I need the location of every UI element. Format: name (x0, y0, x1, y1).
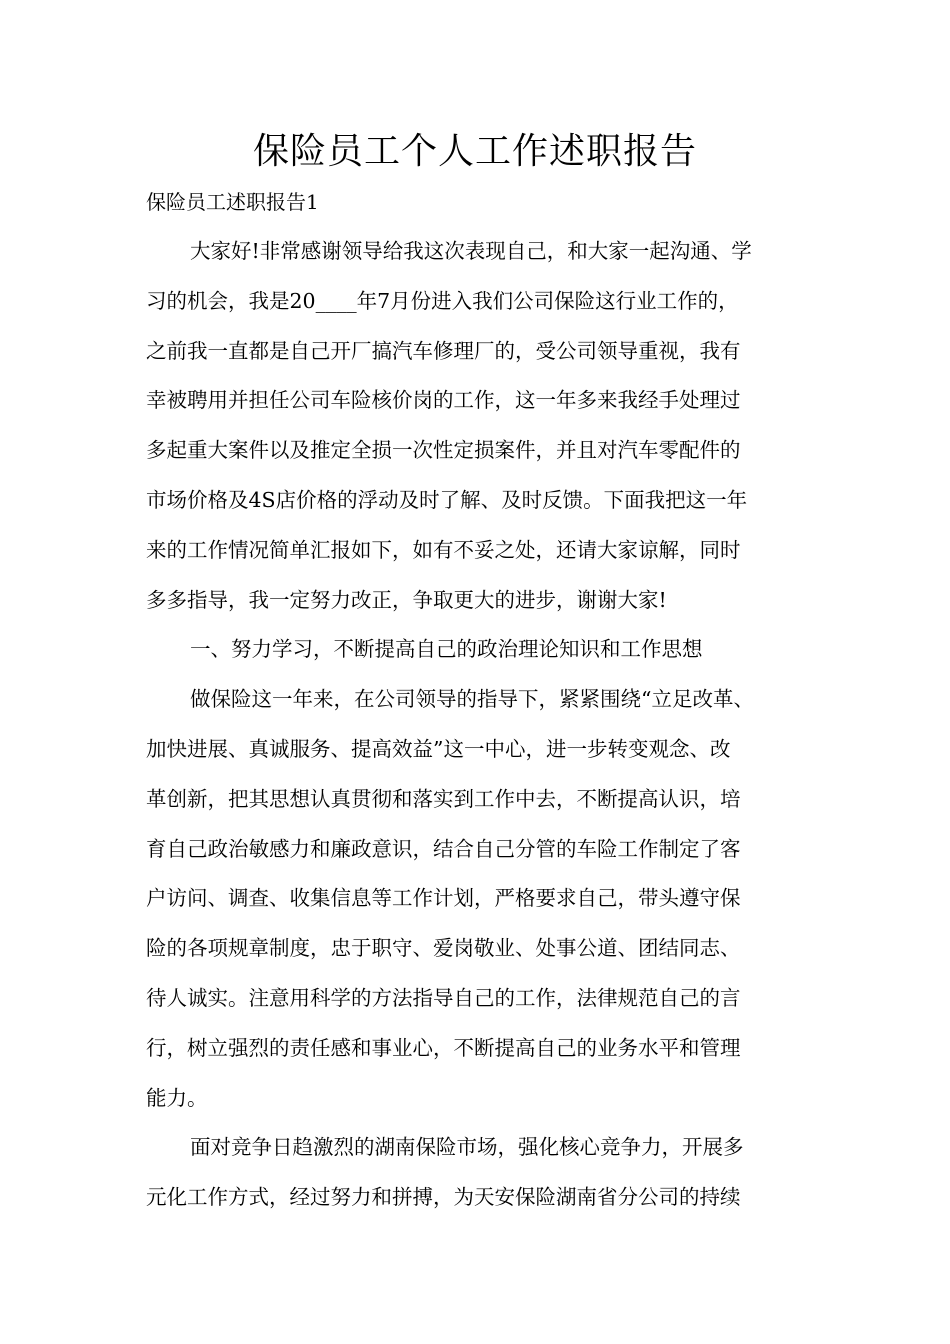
paragraph-line: 户访问、调查、收集信息等工作计划，严格要求自己，带头遵守保 (146, 886, 741, 910)
paragraph-line: 加快进展、真诚服务、提高效益”这一中心，进一步转变观念、改 (146, 737, 731, 761)
section-heading: 一、努力学习，不断提高自己的政治理论知识和工作思想 (190, 637, 703, 661)
paragraph-line: 大家好!非常感谢领导给我这次表现自己，和大家一起沟通、学 (190, 239, 752, 263)
paragraph-line: 待人诚实。注意用科学的方法指导自己的工作，法律规范自己的言 (146, 986, 741, 1010)
paragraph-line: 做保险这一年来，在公司领导的指导下，紧紧围绕“立足改革、 (190, 687, 754, 711)
paragraph-line: 多起重大案件以及推定全损一次性定损案件，并且对汽车零配件的 (146, 438, 741, 462)
paragraph-line: 之前我一直都是自己开厂搞汽车修理厂的，受公司领导重视，我有 (146, 339, 741, 363)
paragraph-line: 能力。 (146, 1086, 208, 1110)
paragraph-line: 来的工作情况简单汇报如下，如有不妥之处，还请大家谅解，同时 (146, 538, 741, 562)
paragraph-line: 险的各项规章制度，忠于职守、爱岗敬业、处事公道、团结同志、 (146, 936, 741, 960)
paragraph-line: 幸被聘用并担任公司车险核价岗的工作，这一年多来我经手处理过 (146, 388, 741, 412)
document-title: 保险员工个人工作述职报告 (252, 131, 697, 172)
document-subtitle: 保险员工述职报告1 (146, 190, 319, 214)
paragraph-line: 行，树立强烈的责任感和事业心，不断提高自己的业务水平和管理 (146, 1036, 741, 1060)
paragraph-line: 习的机会，我是20____年7月份进入我们公司保险这行业工作的， (146, 289, 739, 313)
paragraph-line: 革创新，把其思想认真贯彻和落实到工作中去，不断提高认识，培 (146, 787, 741, 811)
paragraph-line: 面对竞争日趋激烈的湖南保险市场，强化核心竞争力，开展多 (190, 1135, 744, 1159)
paragraph-line: 元化工作方式，经过努力和拼搏，为天安保险湖南省分公司的持续 (146, 1185, 741, 1209)
paragraph-line: 市场价格及4S店价格的浮动及时了解、及时反馈。下面我把这一年 (146, 488, 748, 512)
paragraph-line: 多多指导，我一定努力改正，争取更大的进步，谢谢大家! (146, 588, 667, 612)
paragraph-line: 育自己政治敏感力和廉政意识，结合自己分管的车险工作制定了客 (146, 837, 741, 861)
